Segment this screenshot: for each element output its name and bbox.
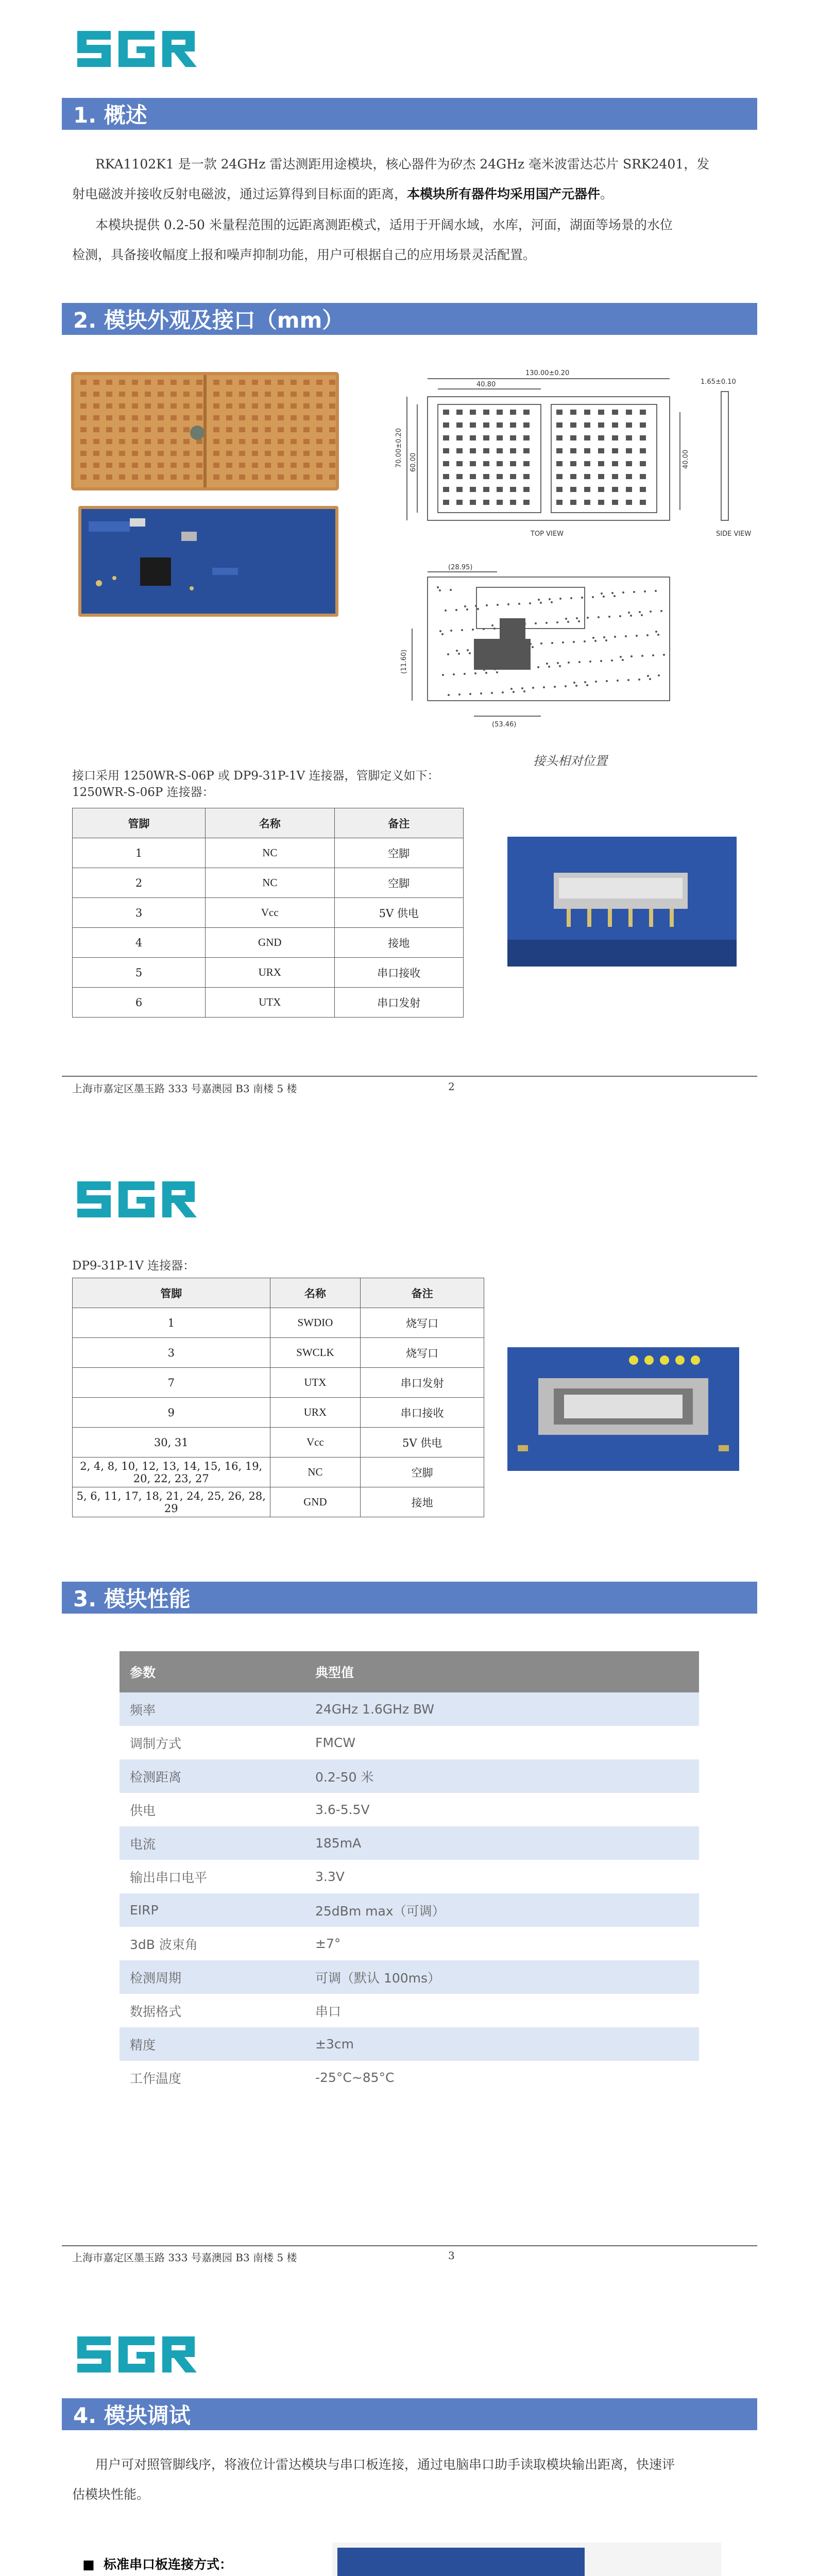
table-row (73, 1487, 484, 1517)
dim-overall-width: 130.00±0.20 (525, 369, 570, 377)
footer-divider (62, 1076, 757, 1077)
table-cell: 串口接收 (361, 1398, 484, 1428)
table-cell: SWCLK (270, 1338, 361, 1368)
spec-value: 0.2-50 米 (315, 1769, 374, 1785)
spec-value: 3.6-5.5V (315, 1802, 370, 1817)
overview-line: 检测，具备接收幅度上报和噪声抑制功能，用户可根据自己的应用场景灵活配置。 (72, 247, 536, 262)
table-row (73, 898, 464, 928)
sgr-logo (72, 1174, 201, 1225)
dim-connector-x: (28.95) (448, 564, 473, 571)
spec-param: 电流 (130, 1836, 156, 1852)
table-cell: 串口接收 (334, 958, 463, 988)
table-cell: 烧写口 (361, 1308, 484, 1338)
connector-1250wr-photo (507, 837, 737, 967)
overview-line: 本模块提供 0.2-50 米量程范围的远距离测距模式，适用于开阔水域，水库，河面，湖面等场景的水位 (95, 217, 673, 232)
spec-param: 精度 (130, 2037, 156, 2053)
table-cell: 1 (73, 838, 206, 868)
spec-param: EIRP (130, 1903, 159, 1918)
pin-table-dp9: 管脚 名称 备注 1 SWDIO 烧写口 3 SWCLK 烧写口 7 UTX 串口发射 9 URX 串口接收 30, 31 Vcc 5V 供电 2, 4, 8, 10, 12, 13, 14, 15, 16, 19, 20, 22, 23, 27 NC 空脚 5, 6, 11, 17, 18, 21, 24, 25, 26, 28, 29 GND 接地 (72, 1278, 484, 1517)
spec-row (120, 1960, 699, 1994)
table-row (73, 958, 464, 988)
spec-value: 可调（默认 100ms） (315, 1970, 441, 1986)
table-cell: UTX (206, 988, 334, 1018)
table-row (73, 868, 464, 898)
spec-row (120, 1759, 699, 1793)
std-connection-title: ■ 标准串口板连接方式： (82, 2557, 233, 2572)
table-cell: 6 (73, 988, 206, 1018)
spec-row (120, 1793, 699, 1826)
spec-param: 检测距离 (130, 1769, 182, 1785)
section-title-appearance: 2. 模块外观及接口（mm） (62, 303, 757, 335)
table-cell: NC (206, 838, 334, 868)
spec-param: 3dB 波束角 (130, 1937, 198, 1952)
table-cell: UTX (270, 1368, 361, 1398)
spec-row (120, 1692, 699, 1726)
spec-value: 25dBm max（可调） (315, 1903, 445, 1919)
top-view-label: TOP VIEW (531, 530, 564, 538)
module-top-photo (71, 372, 339, 490)
footer-address: 上海市嘉定区墨玉路 333 号嘉澳园 B3 南楼 5 楼 (72, 1082, 297, 1095)
std-connection-list (82, 2550, 232, 2576)
section-title-overview: 1. 概述 (62, 98, 757, 130)
spec-value: ±7° (315, 1936, 341, 1951)
table-cell: SWDIO (270, 1308, 361, 1338)
spec-row (120, 1893, 699, 1927)
table-cell: 接地 (334, 928, 463, 958)
table-cell: 9 (73, 1398, 270, 1428)
spec-param: 输出串口电平 (130, 1870, 208, 1885)
spec-row (120, 1726, 699, 1759)
pin-table-1250wr: 管脚 名称 备注 1 NC 空脚 2 NC 空脚 3 Vcc 5V 供电 4 GND 接地 5 URX 串口接收 6 UTX 串口发射 (72, 808, 464, 1018)
spec-row (120, 1927, 699, 1960)
spec-row (120, 1860, 699, 1893)
table-cell: 30, 31 (73, 1428, 270, 1458)
table-cell: 空脚 (361, 1458, 484, 1487)
connector-dp9-photo (507, 1347, 739, 1471)
table-cell: 串口发射 (334, 988, 463, 1018)
spec-value: 185mA (315, 1836, 362, 1851)
side-view-label: SIDE VIEW (716, 530, 752, 538)
table-cell: 空脚 (334, 838, 463, 868)
table-cell: 1 (73, 1308, 270, 1338)
table-row (73, 1428, 484, 1458)
table-cell: 烧写口 (361, 1338, 484, 1368)
table-cell: 接地 (361, 1487, 484, 1517)
spec-header-row: 参数 典型值 (120, 1651, 699, 1692)
table-row (73, 988, 464, 1018)
table-cell: GND (270, 1487, 361, 1517)
table-cell: 2, 4, 8, 10, 12, 13, 14, 15, 16, 19, 20, 22, 23, 27 (73, 1458, 270, 1487)
spec-row (120, 2061, 699, 2094)
table-cell: NC (270, 1458, 361, 1487)
footer-address: 上海市嘉定区墨玉路 333 号嘉澳园 B3 南楼 5 楼 (72, 2251, 297, 2264)
section-title-debug: 4. 模块调试 (62, 2398, 757, 2430)
table-cell: 5V 供电 (334, 898, 463, 928)
table-cell: NC (206, 868, 334, 898)
std-connection-photo (332, 2543, 721, 2576)
page-number: 2 (448, 1080, 455, 1093)
table-cell: 2 (73, 868, 206, 898)
spec-value: 3.3V (315, 1869, 345, 1884)
sgr-logo (72, 23, 201, 75)
table-row (73, 1398, 484, 1428)
dim-height: 70.00±0.20 (395, 428, 403, 468)
dim-inner-height: 60.00 (410, 452, 417, 472)
spec-row (120, 2027, 699, 2061)
spec-value: ±3cm (315, 2037, 354, 2052)
table-cell: 4 (73, 928, 206, 958)
dimension-caption: 接头相对位置 (533, 754, 607, 768)
overview-paragraph-1 (72, 149, 744, 209)
spec-value: 串口 (315, 2004, 342, 2019)
overview-line: RKA1102K1 是一款 24GHz 雷达测距用途模块，核心器件为矽杰 24GHz 毫米波雷达芯片 SRK2401，发 (95, 157, 710, 172)
table-cell: 5 (73, 958, 206, 988)
section-title-performance: 3. 模块性能 (62, 1582, 757, 1614)
footer-divider (62, 2245, 757, 2246)
table-cell: Vcc (270, 1428, 361, 1458)
dim-connector-offset: (53.46) (492, 721, 517, 728)
spec-param: 工作温度 (130, 2071, 182, 2086)
table-cell: Vcc (206, 898, 334, 928)
debug-intro: 用户可对照管脚线序，将液位计雷达模块与串口板连接，通过电脑串口助手读取模块输出距离，快速评 估模块性能。 (72, 2457, 675, 2502)
spec-param: 供电 (130, 1803, 156, 1818)
connector-intro: 接口采用 1250WR-S-06P 或 DP9-31P-1V 连接器，管脚定义如下： 1250WR-S-06P 连接器： (72, 769, 439, 799)
spec-value: FMCW (315, 1735, 356, 1750)
overview-line: 射电磁波并接收反射电磁波，通过运算得到目标面的距离，本模块所有器件均采用国产元器件。 (72, 187, 614, 201)
dim-thickness: 1.65±0.10 (701, 378, 736, 386)
spec-row (120, 1994, 699, 2027)
table-row (73, 1308, 484, 1338)
page-number: 3 (448, 2249, 455, 2262)
dim-side-height: 40.00 (682, 449, 690, 469)
table-row (73, 838, 464, 868)
overview-paragraph-2 (72, 210, 744, 270)
spec-table (120, 1651, 699, 2094)
table-cell: URX (270, 1398, 361, 1428)
table-row (73, 1368, 484, 1398)
dp9-label: DP9-31P-1V 连接器： (72, 1259, 195, 1273)
module-bottom-photo (78, 506, 338, 617)
dim-connector-y: (11.60) (400, 649, 408, 674)
table-cell: GND (206, 928, 334, 958)
table-cell: 5, 6, 11, 17, 18, 21, 24, 25, 26, 28, 29 (73, 1487, 270, 1517)
table-cell: 串口发射 (361, 1368, 484, 1398)
table-row (73, 1458, 484, 1487)
spec-value: -25°C~85°C (315, 2070, 395, 2085)
table-row (73, 928, 464, 958)
table-row (73, 1338, 484, 1368)
table-cell: 3 (73, 898, 206, 928)
spec-value: 24GHz 1.6GHz BW (315, 1702, 435, 1717)
sgr-logo (72, 2329, 201, 2380)
spec-param: 数据格式 (130, 2004, 182, 2019)
spec-param: 频率 (130, 1702, 156, 1718)
table-cell: 空脚 (334, 868, 463, 898)
table-cell: 7 (73, 1368, 270, 1398)
table-cell: URX (206, 958, 334, 988)
spec-param: 调制方式 (130, 1736, 182, 1751)
table-cell: 3 (73, 1338, 270, 1368)
dim-inner-width: 40.80 (476, 381, 496, 388)
spec-param: 检测周期 (130, 1970, 182, 1986)
spec-row (120, 1826, 699, 1860)
table-cell: 5V 供电 (361, 1428, 484, 1458)
dimension-drawing (391, 361, 757, 750)
